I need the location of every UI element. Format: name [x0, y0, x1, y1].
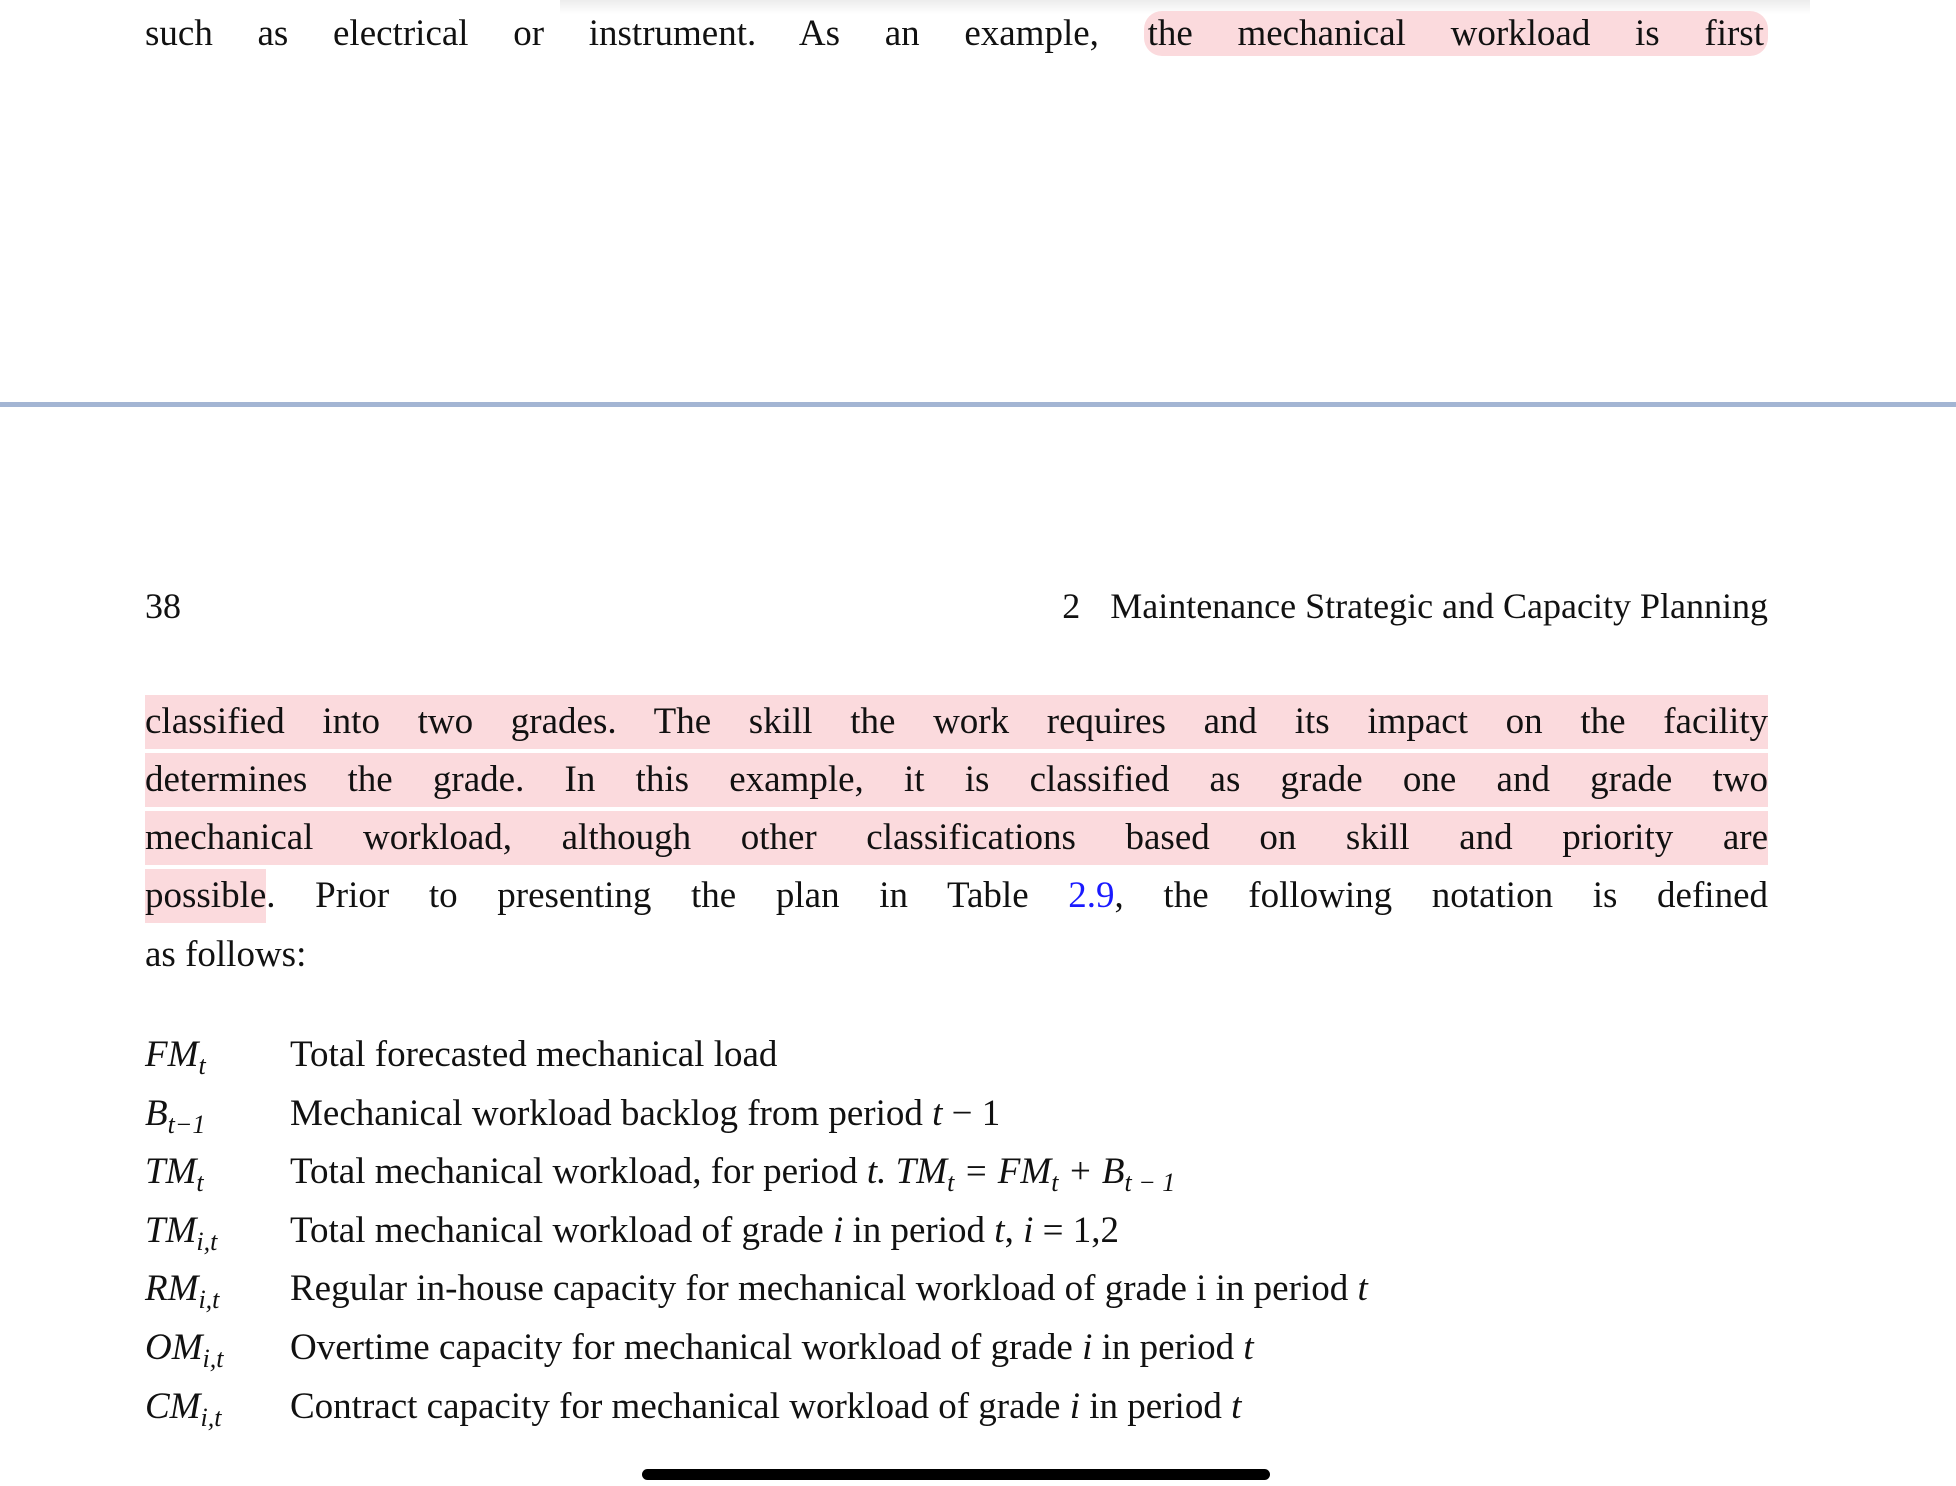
running-header — [1062, 584, 1768, 628]
notation-symbol: $CM_{i,t}$ — [145, 1385, 222, 1432]
notation-description: Contract capacity for mechanical workload of grade i in period t — [290, 1385, 1242, 1427]
prev-page-last-line — [145, 12, 1768, 56]
paragraph-line-3[interactable]: mechanical workload, although other classifications based on skill and priority are — [145, 811, 1768, 865]
notation-description: Mechanical workload backlog from period t − 1 — [290, 1092, 1001, 1134]
page-divider — [0, 402, 1956, 407]
text-plain: such as electrical or instrument. As an example, — [145, 13, 1099, 54]
highlighted-text[interactable]: the mechanical workload is first — [1144, 11, 1768, 56]
paragraph-line-1[interactable]: classified into two grades. The skill the work requires and its impact on the facility — [145, 695, 1768, 749]
highlighted-text[interactable]: possible — [145, 869, 266, 923]
notation-symbol: $TM_{i,t}$ — [145, 1209, 218, 1256]
notation-description: Total forecasted mechanical load — [290, 1034, 778, 1075]
notation-symbol: $RM_{i,t}$ — [145, 1268, 220, 1315]
table-link[interactable]: 2.9 — [1068, 875, 1115, 916]
text-plain: , the following notation is defined — [1114, 875, 1768, 916]
notation-symbol: $OM_{i,t}$ — [145, 1326, 224, 1373]
notation-symbol: $B_{t-1}$ — [145, 1092, 206, 1139]
notation-symbol: $TM_t$ — [145, 1151, 204, 1198]
paragraph-line-5: as follows: — [145, 934, 307, 975]
notation-description: Total mechanical workload of grade i in period t, i = 1,2 — [290, 1209, 1119, 1251]
home-indicator-bar[interactable] — [642, 1469, 1270, 1480]
notation-description: Regular in-house capacity for mechanical workload of grade i in period t — [290, 1268, 1368, 1310]
notation-description: Total mechanical workload, for period t. $TM_t = FM_t + B_{t - 1}$ — [290, 1151, 1176, 1198]
text-plain: . Prior to presenting the plan in Table — [266, 875, 1069, 916]
paragraph-line-4 — [145, 869, 1768, 923]
chapter-title: Maintenance Strategic and Capacity Planning — [1110, 586, 1768, 626]
paragraph-line-2[interactable]: determines the grade. In this example, it is classified as grade one and grade two — [145, 753, 1768, 807]
page-number: 38 — [145, 586, 181, 626]
notation-symbol: $FM_t$ — [145, 1034, 206, 1080]
notation-description: Overtime capacity for mechanical workload of grade i in period t — [290, 1326, 1254, 1368]
chapter-number: 2 — [1062, 586, 1081, 626]
